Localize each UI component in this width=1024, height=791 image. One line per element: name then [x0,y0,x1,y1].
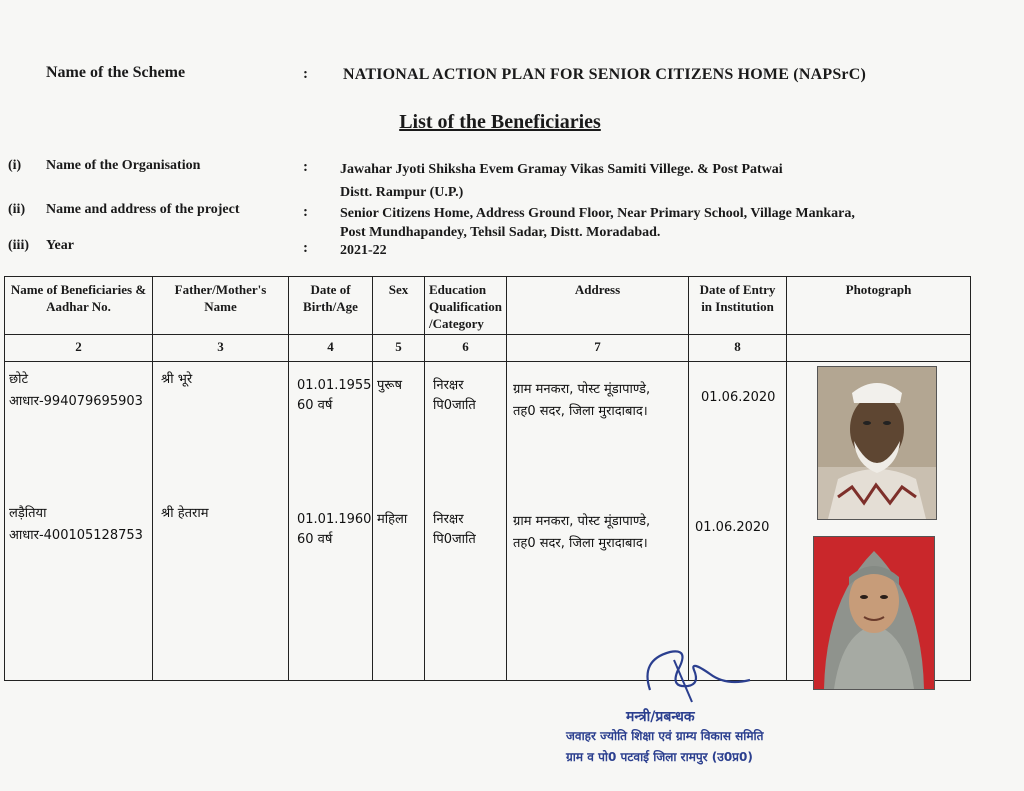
body-row [5,362,971,681]
table-row-1-aadhar: आधार-994079695903 [9,394,143,409]
table-row-2-education: निरक्षर [433,512,464,527]
col-header-dob: Date of Birth/Age [289,277,373,335]
man-portrait-icon [818,367,936,519]
sex-cell [373,362,425,681]
col-number [787,335,971,362]
photo-row-1 [817,366,937,520]
dob-cell [289,362,373,681]
table-row-1-dob: 01.01.1955 [297,378,372,393]
table-row-1-address-2: तह0 सदर, जिला मुरादाबाद। [513,404,648,419]
col-number: 2 [5,335,153,362]
project-line-1: Senior Citizens Home, Address Ground Floor, Near Primary School, Village Mankara, [340,206,855,221]
table-row-2-category: पि0जाति [433,532,476,547]
number-row [5,335,971,362]
col-number: 3 [153,335,289,362]
col-header-education: Education Qualification /Category [425,277,507,335]
col-number: 7 [507,335,689,362]
table-row-2-address-2: तह0 सदर, जिला मुरादाबाद। [513,536,648,551]
name-cell [5,362,153,681]
organisation-line-2: Distt. Rampur (U.P.) [340,185,464,200]
table-row-2-entry: 01.06.2020 [695,520,770,535]
table-row-1-parent: श्री भूरे [161,372,193,387]
document-title [0,111,1000,134]
beneficiaries-table [4,276,971,681]
table-row-1-category: पि0जाति [433,398,476,413]
col-number: 8 [689,335,787,362]
table-row-2-dob: 01.01.1960 [297,512,372,527]
detail-num-3: (iii) [8,238,29,253]
parent-cell [153,362,289,681]
signature-icon [630,640,770,710]
project-line-2: Post Mundhapandey, Tehsil Sadar, Distt. Moradabad. [340,225,661,240]
table-row-2-sex: महिला [377,512,408,527]
detail-value-organisation [340,160,783,202]
table-row-1-entry: 01.06.2020 [701,390,776,405]
detail-colon-1: : [303,159,308,175]
table-row-2-name: लड़ैतिया [9,506,47,521]
detail-value-project [340,204,855,242]
detail-num-2: (ii) [8,202,26,217]
detail-num-1: (i) [8,158,22,173]
col-header-parent: Father/Mother's Name [153,277,289,335]
detail-value-year: 2021-22 [340,243,387,258]
detail-colon-2: : [303,204,308,220]
col-number: 4 [289,335,373,362]
table-row-2-age: 60 वर्ष [297,532,333,547]
photo-row-2 [813,536,935,690]
table-row-2-aadhar: आधार-400105128753 [9,528,143,543]
detail-label-organisation: Name of the Organisation [46,158,201,173]
col-header-address: Address [507,277,689,335]
detail-colon-3: : [303,240,308,256]
table-row-1-address-1: ग्राम मनकरा, पोस्ट मूंडापाण्डे, [513,382,651,397]
photo-cell [787,362,971,681]
document-title-text: List of the Beneficiaries [399,111,601,133]
detail-label-year: Year [46,238,74,253]
stamp-designation: मन्त्री/प्रबन्धक [626,709,695,725]
table-row-1-name: छोटे [9,372,29,387]
detail-label-project: Name and address of the project [46,202,240,217]
organisation-line-1: Jawahar Jyoti Shiksha Evem Gramay Vikas Samiti Villege. & Post Patwai [340,162,783,177]
col-header-sex: Sex [373,277,425,335]
col-header-photo: Photograph [787,277,971,335]
stamp-org: जवाहर ज्योति शिक्षा एवं ग्राम्य विकास समिति [566,729,764,743]
entry-cell [689,362,787,681]
col-header-name: Name of Beneficiaries & Aadhar No. [5,277,153,335]
table-row-2-parent: श्री हेतराम [161,506,209,521]
education-cell [425,362,507,681]
col-number: 6 [425,335,507,362]
stamp-address: ग्राम व पो0 पटवाई जिला रामपुर (उ0प्र0) [566,750,753,764]
table-row-1-sex: पुरूष [377,378,402,393]
scheme-label: Name of the Scheme [46,64,186,81]
col-header-entry: Date of Entry in Institution [689,277,787,335]
scheme-value: NATIONAL ACTION PLAN FOR SENIOR CITIZENS HOME (NAPSrC) [343,66,867,83]
scheme-colon: : [303,66,308,82]
table-row-2-address-1: ग्राम मनकरा, पोस्ट मूंडापाण्डे, [513,514,651,529]
address-cell [507,362,689,681]
table-row-1-education: निरक्षर [433,378,464,393]
woman-portrait-icon [814,537,934,689]
header-row [5,277,971,335]
table-row-1-age: 60 वर्ष [297,398,333,413]
col-number: 5 [373,335,425,362]
